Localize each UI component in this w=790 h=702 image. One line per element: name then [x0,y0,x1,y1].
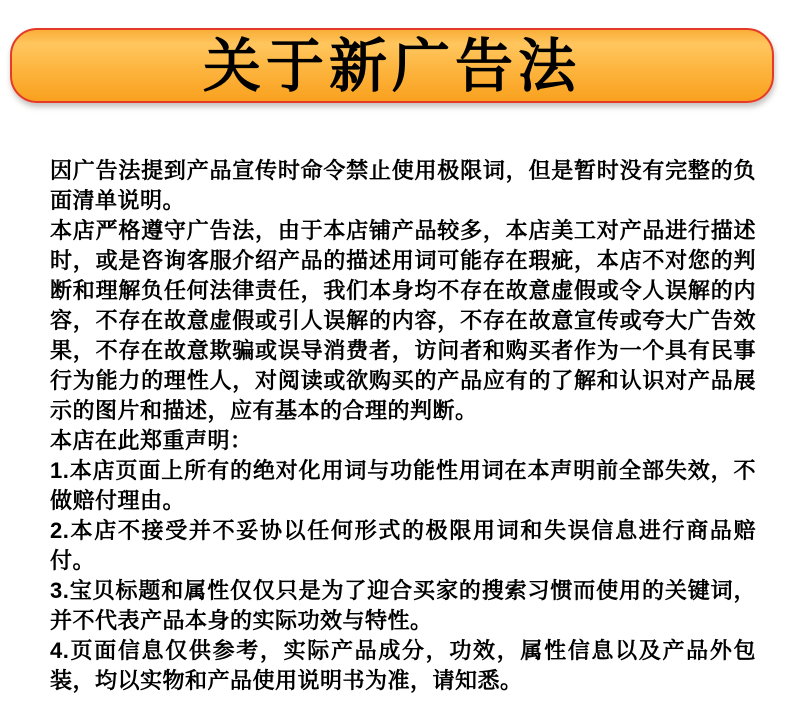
paragraph-intro: 因广告法提到产品宣传时命令禁止使用极限词，但是暂时没有完整的负面清单说明。 [50,158,756,213]
declaration-item-1: 1.本店页面上所有的绝对化用词与功能性用词在本声明前全部失效，不做赔付理由。 [50,458,756,513]
disclaimer-text-block [50,156,756,696]
title-banner [10,28,774,103]
declaration-item-2: 2.本店不接受并不妥协以任何形式的极限用词和失误信息进行商品赔付。 [50,518,756,573]
declaration-item-4: 4.页面信息仅供参考，实际产品成分，功效，属性信息以及产品外包装，均以实物和产品使用说明书为准，请知悉。 [50,638,756,693]
declaration-item-3: 3.宝贝标题和属性仅仅只是为了迎合买家的搜索习惯而使用的关键词，并不代表产品本身的实际功效与特性。 [50,578,756,633]
paragraph-store-policy: 本店严格遵守广告法，由于本店铺产品较多，本店美工对产品进行描述时，或是咨询客服介绍产品的描述用词可能存在瑕疵，本店不对您的判断和理解负任何法律责任，我们本身均不存在故意虚假或令人误解的内容，不存在故意虚假或引人误解的内容，不存在故意宣传或夸大广告效果，不存在故意欺骗或误导消费者，访问者和购买者作为一个具有民事行为能力的理性人，对阅读或欲购买的产品应有的了解和认识对产品展示的图片和描述，应有基本的合理的判断。 [50,218,756,423]
page-title: 关于新广告法 [202,33,581,99]
paragraph-declaration-heading: 本店在此郑重声明： [50,428,253,453]
